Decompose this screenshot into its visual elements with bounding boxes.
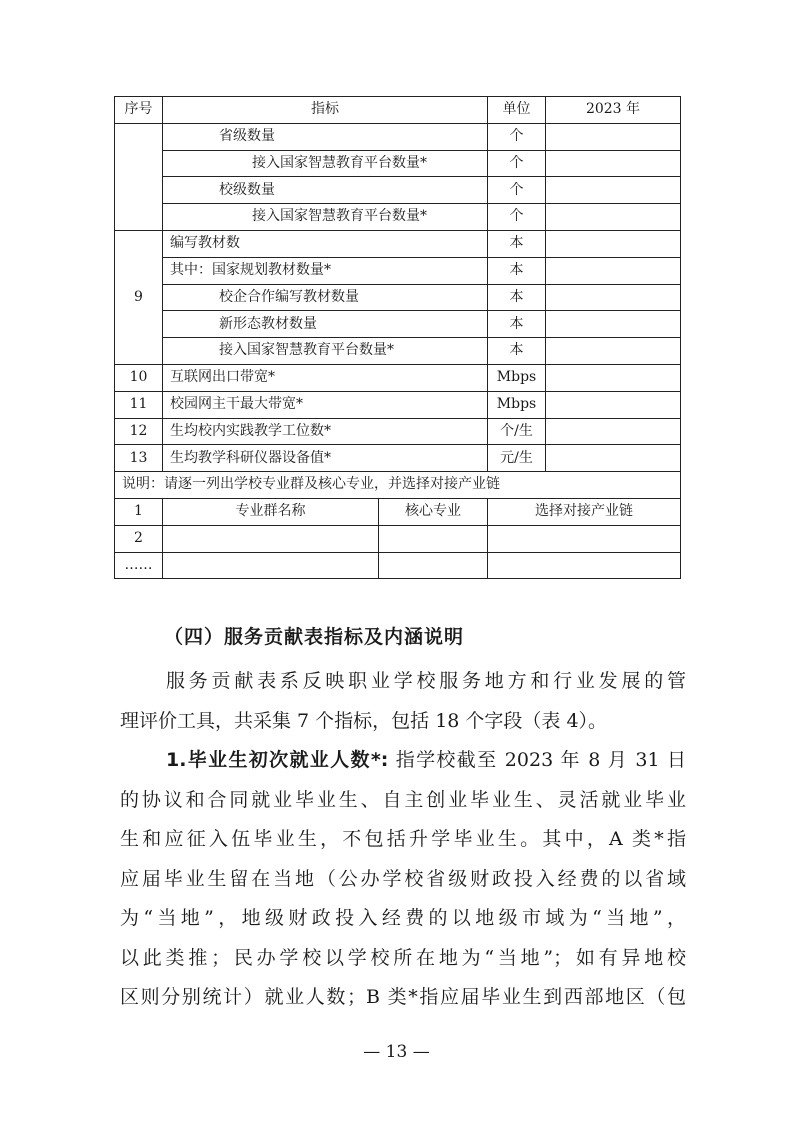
table-row	[115, 150, 681, 177]
industry-chain-cell[interactable]	[488, 525, 681, 552]
unit-cell: 元/生	[488, 445, 546, 472]
value-cell[interactable]	[546, 230, 681, 257]
table-row	[115, 230, 681, 257]
item1-paragraph	[120, 741, 686, 1018]
subtable-row	[115, 525, 681, 552]
page-number: — 13 —	[363, 1042, 430, 1062]
paragraph-line: 理评价工具，共采集 7 个指标，包括 18 个字段（表 4）。	[120, 709, 608, 732]
core-major-cell[interactable]	[379, 552, 488, 579]
header-industry-chain: 选择对接产业链	[488, 498, 681, 525]
paragraph-line	[120, 741, 686, 781]
paragraph-line: 服务贡献表系反映职业学校服务地方和行业发展的管	[166, 670, 686, 692]
intro-paragraph	[120, 662, 686, 741]
row-seq: 10	[115, 364, 163, 391]
unit-cell: 个/生	[488, 418, 546, 445]
table-row	[115, 123, 681, 150]
subtable-seq: 1	[115, 498, 163, 525]
unit-cell: 个	[488, 123, 546, 150]
row-seq: 12	[115, 418, 163, 445]
table-header-row	[115, 97, 681, 124]
item1-title: 1.毕业生初次就业人数*:	[166, 749, 389, 771]
table-row	[115, 338, 681, 365]
indicator-label: 生均校内实践教学工位数*	[163, 418, 488, 445]
header-year: 2023 年	[546, 97, 681, 124]
paragraph-line: 区则分别统计）就业人数；B 类*指应届毕业生到西部地区（包	[120, 986, 686, 1008]
indicator-label: 新形态教材数量	[163, 311, 488, 338]
paragraph-line: 生和应征入伍毕业生，不包括升学毕业生。其中，A 类*指	[120, 828, 686, 850]
value-cell[interactable]	[546, 284, 681, 311]
value-cell[interactable]	[546, 418, 681, 445]
item1-text: 指学校截至 2023 年 8 月 31 日	[388, 749, 686, 771]
unit-cell: 本	[488, 230, 546, 257]
unit-cell: 本	[488, 311, 546, 338]
row-seq	[115, 123, 163, 230]
value-cell[interactable]	[546, 445, 681, 472]
table-row	[115, 418, 681, 445]
unit-cell: 个	[488, 150, 546, 177]
table-row	[115, 391, 681, 418]
indicator-label: 校级数量	[163, 177, 488, 204]
table-row	[115, 311, 681, 338]
table-row	[115, 364, 681, 391]
indicator-label: 接入国家智慧教育平台数量*	[163, 338, 488, 365]
table-note-row	[115, 472, 681, 499]
subtable-header-row	[115, 498, 681, 525]
indicator-label: 校园网主干最大带宽*	[163, 391, 488, 418]
subtable-seq: 2	[115, 525, 163, 552]
unit-cell: 本	[488, 284, 546, 311]
indicator-label: 其中：国家规划教材数量*	[163, 257, 488, 284]
unit-cell: 个	[488, 177, 546, 204]
unit-cell: Mbps	[488, 364, 546, 391]
header-core-major: 核心专业	[379, 498, 488, 525]
indicator-label: 互联网出口带宽*	[163, 364, 488, 391]
row-seq: 11	[115, 391, 163, 418]
value-cell[interactable]	[546, 311, 681, 338]
table-row	[115, 284, 681, 311]
value-cell[interactable]	[546, 257, 681, 284]
value-cell[interactable]	[546, 123, 681, 150]
value-cell[interactable]	[546, 204, 681, 231]
major-group-cell[interactable]	[163, 525, 379, 552]
table-row	[115, 204, 681, 231]
indicator-table	[114, 96, 681, 579]
section-heading: （四）服务贡献表指标及内涵说明	[164, 626, 465, 648]
industry-chain-cell[interactable]	[488, 552, 681, 579]
table-row	[115, 177, 681, 204]
indicator-label: 接入国家智慧教育平台数量*	[163, 204, 488, 231]
unit-cell: 个	[488, 204, 546, 231]
paragraph-line: 为“当地”，地级财政投入经费的以地级市域为“当地”，	[120, 907, 686, 929]
indicator-label: 生均教学科研仪器设备值*	[163, 445, 488, 472]
row-seq: 9	[115, 230, 163, 364]
table-row	[115, 445, 681, 472]
header-seq: 序号	[115, 97, 163, 124]
indicator-label: 省级数量	[163, 123, 488, 150]
core-major-cell[interactable]	[379, 525, 488, 552]
indicator-label: 校企合作编写教材数量	[163, 284, 488, 311]
value-cell[interactable]	[546, 338, 681, 365]
indicator-label: 编写教材数	[163, 230, 488, 257]
paragraph-line: 应届毕业生留在当地（公办学校省级财政投入经费的以省域	[120, 867, 686, 890]
table-note: 说明：请逐一列出学校专业群及核心专业，并选择对接产业链	[115, 472, 681, 499]
subtable-seq: ……	[115, 552, 163, 579]
header-unit: 单位	[488, 97, 546, 124]
unit-cell: 本	[488, 338, 546, 365]
value-cell[interactable]	[546, 177, 681, 204]
paragraph-line: 以此类推；民办学校以学校所在地为“当地”；如有异地校	[120, 946, 686, 969]
indicator-label: 接入国家智慧教育平台数量*	[163, 150, 488, 177]
value-cell[interactable]	[546, 391, 681, 418]
header-major-group: 专业群名称	[163, 498, 379, 525]
major-group-cell[interactable]	[163, 552, 379, 579]
unit-cell: Mbps	[488, 391, 546, 418]
header-indicator: 指标	[163, 97, 488, 124]
subtable-row	[115, 552, 681, 579]
paragraph-line: 的协议和合同就业毕业生、自主创业毕业生、灵活就业毕业	[120, 788, 686, 811]
value-cell[interactable]	[546, 150, 681, 177]
value-cell[interactable]	[546, 364, 681, 391]
row-seq: 13	[115, 445, 163, 472]
unit-cell: 本	[488, 257, 546, 284]
table-row	[115, 257, 681, 284]
